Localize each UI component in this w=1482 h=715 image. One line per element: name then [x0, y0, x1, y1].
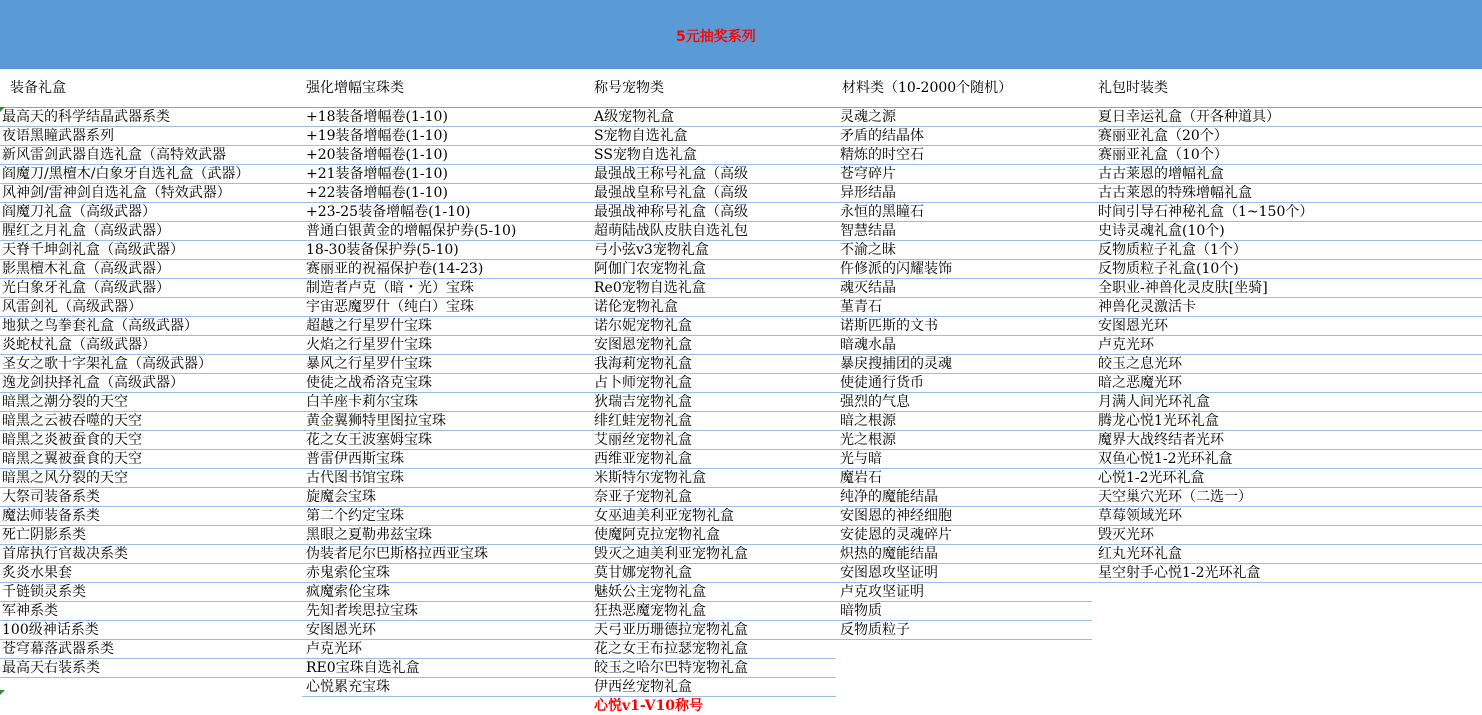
list-item: 大祭司装备系类 — [0, 488, 302, 507]
list-item: 古古莱恩的增幅礼盒 — [1092, 165, 1482, 184]
list-item: 安图恩光环 — [302, 621, 590, 640]
list-item: 暴风之行星罗什宝珠 — [302, 355, 590, 374]
list-item: 疯魔索伦宝珠 — [302, 583, 590, 602]
column-titles-pets — [590, 69, 836, 715]
list-item: 时间引导石神秘礼盒（1~150个） — [1092, 203, 1482, 222]
list-item: 弓小弦v3宠物礼盒 — [590, 241, 836, 260]
list-item: 卢克光环 — [302, 640, 590, 659]
list-item: 狂热恶魔宠物礼盒 — [590, 602, 836, 621]
list-item: 赤鬼索伦宝珠 — [302, 564, 590, 583]
list-item: RE0宝珠自选礼盒 — [302, 659, 590, 678]
list-item: 纯净的魔能结晶 — [836, 488, 1092, 507]
column-materials — [836, 69, 1092, 715]
list-item: 神兽化灵激活卡 — [1092, 298, 1482, 317]
list-item: 皎玉之息光环 — [1092, 355, 1482, 374]
list-item: 新风雷剑武器自选礼盒（高特效武器 — [0, 146, 302, 165]
list-item: 影黑檀木礼盒（高级武器） — [0, 260, 302, 279]
list-item: 心悦累充宝珠 — [302, 678, 590, 697]
list-item: 花之女王波塞姆宝珠 — [302, 431, 590, 450]
list-item: 暗之恶魔光环 — [1092, 374, 1482, 393]
list-item: Re0宠物自选礼盒 — [590, 279, 836, 298]
list-item: 堇青石 — [836, 298, 1092, 317]
list-item: 天弓亚历珊德拉宠物礼盒 — [590, 621, 836, 640]
list-item: 光与暗 — [836, 450, 1092, 469]
list-item: 使魔阿克拉宠物礼盒 — [590, 526, 836, 545]
list-item: 先知者埃思拉宝珠 — [302, 602, 590, 621]
list-item: 我海莉宠物礼盒 — [590, 355, 836, 374]
list-item: 腾龙心悦1光环礼盒 — [1092, 412, 1482, 431]
column-header: 装备礼盒 — [0, 69, 302, 108]
list-item: 灵魂之源 — [836, 108, 1092, 127]
list-item: 反物质粒子礼盒(10个) — [1092, 260, 1482, 279]
list-item: 苍穹碎片 — [836, 165, 1092, 184]
list-item: 逸龙剑抉择礼盒（高级武器） — [0, 374, 302, 393]
column-header: 称号宠物类 — [590, 69, 836, 108]
list-item: 苍穹幕落武器系类 — [0, 640, 302, 659]
list-item: +21装备增幅卷(1-10) — [302, 165, 590, 184]
list-item: 黑眼之夏勒弗兹宝珠 — [302, 526, 590, 545]
list-item: 安图恩攻坚证明 — [836, 564, 1092, 583]
list-item: S宠物自选礼盒 — [590, 127, 836, 146]
list-item: 最高天右装系类 — [0, 659, 302, 678]
list-item: 最高天的科学结晶武器系类 — [0, 108, 302, 127]
list-item: 不渝之昧 — [836, 241, 1092, 260]
list-item: 旋魔会宝珠 — [302, 488, 590, 507]
list-item: 使徒通行货币 — [836, 374, 1092, 393]
list-item: 绯红蛙宠物礼盒 — [590, 412, 836, 431]
list-item: 安图恩光环 — [1092, 317, 1482, 336]
column-packs-costumes — [1092, 69, 1482, 715]
list-item: 赛丽亚的祝福保护卷(14-23) — [302, 260, 590, 279]
list-item: +20装备增幅卷(1-10) — [302, 146, 590, 165]
item-list — [590, 108, 836, 697]
list-item: 超萌陆战队皮肤自选礼包 — [590, 222, 836, 241]
footer-note: 心悦v1-V10称号 — [594, 698, 704, 714]
column-header: 材料类（10-2000个随机） — [836, 69, 1092, 108]
title-banner — [0, 0, 1482, 69]
list-item: 最强战王称号礼盒（高级 — [590, 165, 836, 184]
list-item: 光之根源 — [836, 431, 1092, 450]
list-item: 仵修派的闪耀装饰 — [836, 260, 1092, 279]
list-item: 第二个约定宝珠 — [302, 507, 590, 526]
list-item: 暗魂水晶 — [836, 336, 1092, 355]
list-item: 古代图书馆宝珠 — [302, 469, 590, 488]
list-item: 死亡阴影系类 — [0, 526, 302, 545]
list-item: 光白象牙礼盒（高级武器） — [0, 279, 302, 298]
list-item: 使徒之战希洛克宝珠 — [302, 374, 590, 393]
list-item: 普通白银黄金的增幅保护券(5-10) — [302, 222, 590, 241]
list-item: 双鱼心悦1-2光环礼盒 — [1092, 450, 1482, 469]
item-list — [0, 108, 302, 678]
item-list — [302, 108, 590, 697]
cell-marker — [0, 690, 5, 695]
list-item: 宇宙恶魔罗什（纯白）宝珠 — [302, 298, 590, 317]
list-item: 军神系类 — [0, 602, 302, 621]
list-item: 艾丽丝宠物礼盒 — [590, 431, 836, 450]
list-item: 史诗灵魂礼盒(10个) — [1092, 222, 1482, 241]
list-item: 毁灭光环 — [1092, 526, 1482, 545]
list-item: +18装备增幅卷(1-10) — [302, 108, 590, 127]
list-item: 米斯特尔宠物礼盒 — [590, 469, 836, 488]
list-item: 阿伽门农宠物礼盒 — [590, 260, 836, 279]
list-item: 赛丽亚礼盒（20个） — [1092, 127, 1482, 146]
list-item: 花之女王布拉瑟宠物礼盒 — [590, 640, 836, 659]
list-item: 安图恩的神经细胞 — [836, 507, 1092, 526]
list-item: 草莓领域光环 — [1092, 507, 1482, 526]
list-item: 全职业-神兽化灵皮肤[坐骑] — [1092, 279, 1482, 298]
column-equipment — [0, 69, 302, 715]
list-item: 魔法师装备系类 — [0, 507, 302, 526]
list-item: 首席执行官裁决系类 — [0, 545, 302, 564]
list-item: 红丸光环礼盒 — [1092, 545, 1482, 564]
list-item: 卢克攻坚证明 — [836, 583, 1092, 602]
list-item: 心悦1-2光环礼盒 — [1092, 469, 1482, 488]
list-item: 卢克光环 — [1092, 336, 1482, 355]
list-item: 魅妖公主宠物礼盒 — [590, 583, 836, 602]
list-item: 奈亚子宠物礼盒 — [590, 488, 836, 507]
column-enhancement — [302, 69, 590, 715]
sheet-title: 5元抽奖系列 — [676, 29, 756, 45]
list-item: 伊西丝宠物礼盒 — [590, 678, 836, 697]
list-item: 暗物质 — [836, 602, 1092, 621]
item-list — [836, 108, 1092, 640]
list-item: 18-30装备保护券(5-10) — [302, 241, 590, 260]
list-item: 女巫迪美利亚宠物礼盒 — [590, 507, 836, 526]
list-item: 暗黑之翼被蚕食的天空 — [0, 450, 302, 469]
list-item: 永恒的黑瞳石 — [836, 203, 1092, 222]
list-item: 安徒恩的灵魂碎片 — [836, 526, 1092, 545]
list-item: 矛盾的结晶体 — [836, 127, 1092, 146]
list-item: 最强战神称号礼盒（高级 — [590, 203, 836, 222]
list-item: 白羊座卡莉尔宝珠 — [302, 393, 590, 412]
list-item: +19装备增幅卷(1-10) — [302, 127, 590, 146]
list-item: 强烈的气息 — [836, 393, 1092, 412]
list-item: 诺尔妮宠物礼盒 — [590, 317, 836, 336]
list-item: 异形结晶 — [836, 184, 1092, 203]
list-item: 魔界大战终结者光环 — [1092, 431, 1482, 450]
list-item: 夜语黑瞳武器系列 — [0, 127, 302, 146]
list-item: 地狱之鸟拳套礼盒（高级武器） — [0, 317, 302, 336]
cell-marker — [0, 107, 5, 112]
list-item: 炙炎水果套 — [0, 564, 302, 583]
list-item: 圣女之歌十字架礼盒（高级武器） — [0, 355, 302, 374]
list-item: 火焰之行星罗什宝珠 — [302, 336, 590, 355]
list-item: 普雷伊西斯宝珠 — [302, 450, 590, 469]
list-item: 风神剑/雷神剑自选礼盒（特效武器） — [0, 184, 302, 203]
list-item: 莫甘娜宠物礼盒 — [590, 564, 836, 583]
list-item: +23-25装备增幅卷(1-10) — [302, 203, 590, 222]
list-item: 暗黑之云被吞噬的天空 — [0, 412, 302, 431]
list-item: 黄金翼狮特里图拉宝珠 — [302, 412, 590, 431]
list-item: 最强战皇称号礼盒（高级 — [590, 184, 836, 203]
list-item: 智慧结晶 — [836, 222, 1092, 241]
list-item: 阎魔刀礼盒（高级武器） — [0, 203, 302, 222]
list-item: A级宠物礼盒 — [590, 108, 836, 127]
list-item: 暗黑之风分裂的天空 — [0, 469, 302, 488]
list-item: SS宠物自选礼盒 — [590, 146, 836, 165]
list-item: +22装备增幅卷(1-10) — [302, 184, 590, 203]
list-item: 古古莱恩的特殊增幅礼盒 — [1092, 184, 1482, 203]
list-item: 阎魔刀/黑檀木/白象牙自选礼盒（武器） — [0, 165, 302, 184]
list-item: 诺斯匹斯的文书 — [836, 317, 1092, 336]
list-item: 魔岩石 — [836, 469, 1092, 488]
list-item: 安图恩宠物礼盒 — [590, 336, 836, 355]
list-item: 炽热的魔能结晶 — [836, 545, 1092, 564]
list-item: 炎蛇杖礼盒（高级武器） — [0, 336, 302, 355]
list-item: 暗黑之炎被蚕食的天空 — [0, 431, 302, 450]
list-item: 西维亚宠物礼盒 — [590, 450, 836, 469]
list-item: 腥红之月礼盒（高级武器） — [0, 222, 302, 241]
list-item: 暗之根源 — [836, 412, 1092, 431]
list-item: 暗黑之潮分裂的天空 — [0, 393, 302, 412]
list-item: 狄瑞吉宠物礼盒 — [590, 393, 836, 412]
list-item: 超越之行星罗什宝珠 — [302, 317, 590, 336]
list-item: 风雷剑礼（高级武器） — [0, 298, 302, 317]
list-item: 夏日幸运礼盒（开各种道具） — [1092, 108, 1482, 127]
list-item: 精炼的时空石 — [836, 146, 1092, 165]
list-item: 星空射手心悦1-2光环礼盒 — [1092, 564, 1482, 583]
list-item: 赛丽亚礼盒（10个） — [1092, 146, 1482, 165]
list-item: 伪装者尼尔巴斯格拉西亚宝珠 — [302, 545, 590, 564]
list-item: 天空巢穴光环（二选一） — [1092, 488, 1482, 507]
list-item: 反物质粒子礼盒（1个） — [1092, 241, 1482, 260]
list-item: 天脊千坤剑礼盒（高级武器） — [0, 241, 302, 260]
column-header: 强化增幅宝珠类 — [302, 69, 590, 108]
list-item: 诺伦宠物礼盒 — [590, 298, 836, 317]
list-item: 千链锁灵系类 — [0, 583, 302, 602]
item-list — [1092, 108, 1482, 583]
list-item: 制造者卢克（暗・光）宝珠 — [302, 279, 590, 298]
list-item: 反物质粒子 — [836, 621, 1092, 640]
list-item: 100级神话系类 — [0, 621, 302, 640]
list-item: 暴戾搜捕团的灵魂 — [836, 355, 1092, 374]
list-item: 月满人间光环礼盒 — [1092, 393, 1482, 412]
column-header: 礼包时装类 — [1092, 69, 1482, 108]
list-item: 毁灭之迪美利亚宠物礼盒 — [590, 545, 836, 564]
list-item: 魂灭结晶 — [836, 279, 1092, 298]
list-item: 皎玉之哈尔巴特宠物礼盒 — [590, 659, 836, 678]
list-item: 占卜师宠物礼盒 — [590, 374, 836, 393]
